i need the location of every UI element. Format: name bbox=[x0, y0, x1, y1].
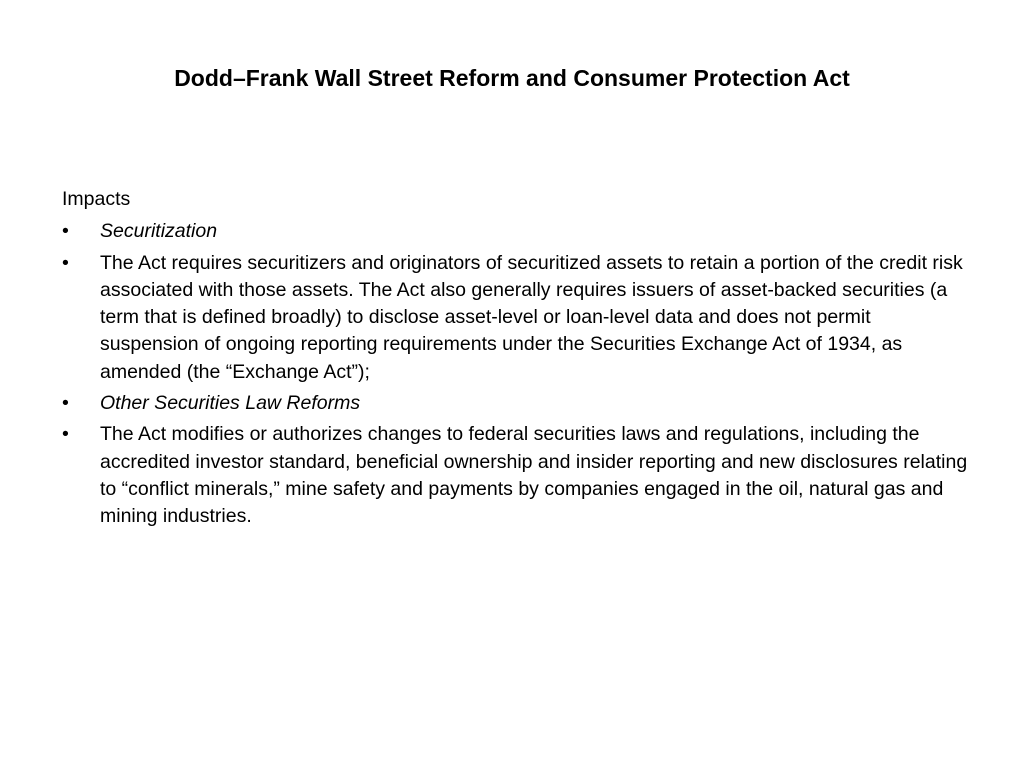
bullet-item-securitization-detail bbox=[62, 250, 972, 386]
bullet-text: The Act modifies or authorizes changes to federal securities laws and regulations, including the accredited investor standard, beneficial ownership and insider reporting and new disclosures relating to “conflict minerals,” mine safety and payments by companies engaged in the oil, natural gas and mining industries. bbox=[100, 423, 968, 528]
bullet-item-securitization bbox=[62, 218, 972, 245]
bullet-list bbox=[62, 218, 972, 530]
bullet-item-other-reforms-detail bbox=[62, 421, 972, 530]
bullet-text: The Act requires securitizers and originators of securitized assets to retain a portion of the credit risk associated with those assets. The Act also generally requires issuers of asset-backed securities (a term that is defined broadly) to disclose asset-level or loan-level data and does not permit suspension of ongoing reporting requirements under the Securities Exchange Act of 1934, as amended (the “Exchange Act”); bbox=[100, 251, 963, 383]
bullet-marker: • bbox=[62, 392, 69, 415]
bullet-marker: • bbox=[62, 423, 69, 446]
bullet-marker: • bbox=[62, 251, 69, 274]
bullet-text: Other Securities Law Reforms bbox=[100, 392, 361, 415]
slide-body bbox=[62, 186, 972, 535]
section-heading: Impacts bbox=[62, 188, 131, 210]
bullet-marker: • bbox=[62, 220, 69, 243]
bullet-item-other-reforms bbox=[62, 390, 972, 417]
slide-title: Dodd–Frank Wall Street Reform and Consumer Protection Act bbox=[174, 65, 850, 91]
bullet-text: Securitization bbox=[100, 220, 218, 243]
